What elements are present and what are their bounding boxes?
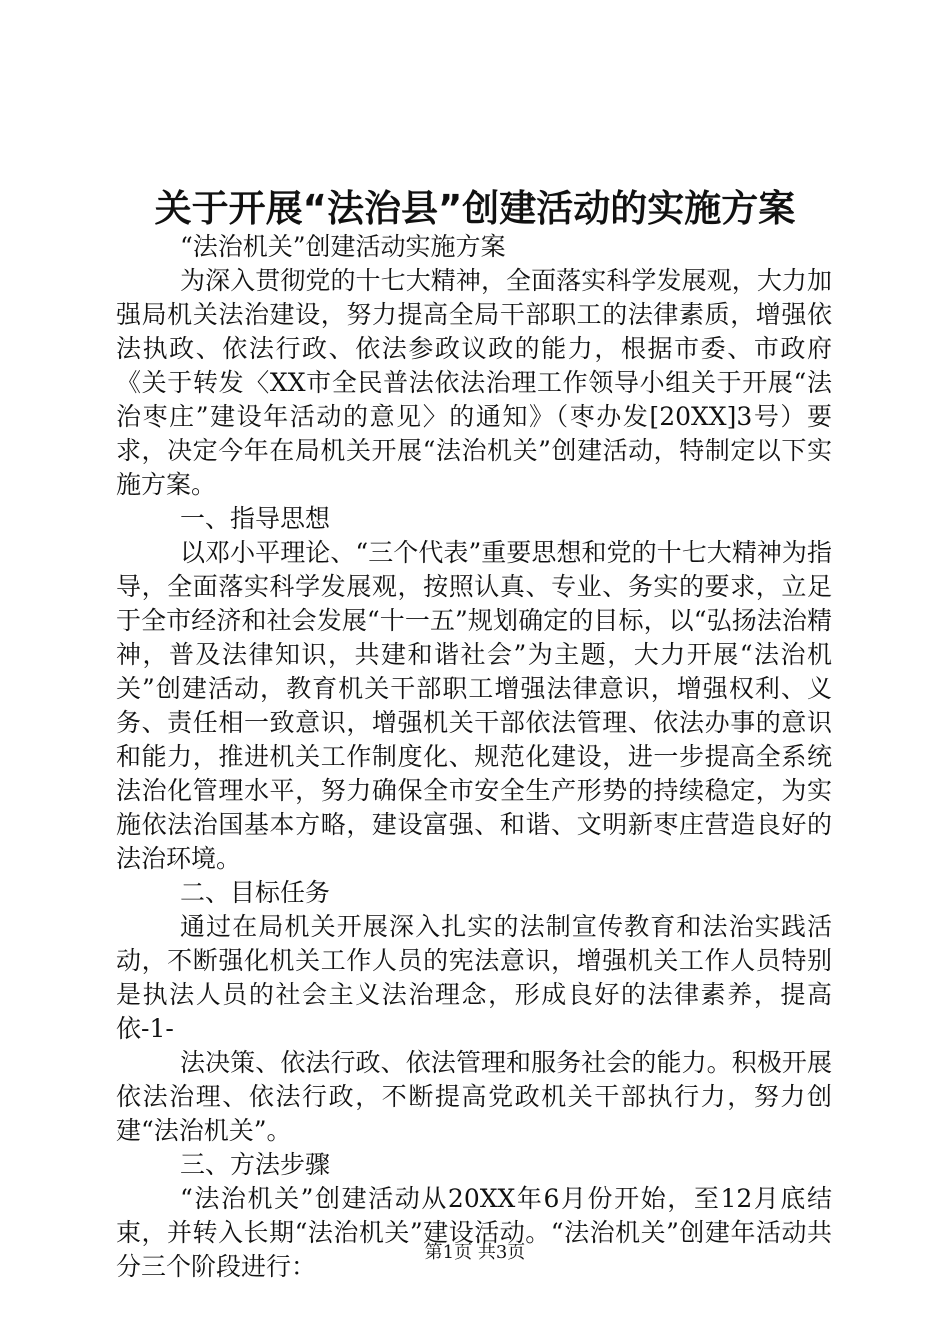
section-heading-guiding-ideology: 一、指导思想 (180, 504, 331, 533)
section-heading-steps: 三、方法步骤 (180, 1150, 331, 1179)
intro-paragraph: 为深入贯彻党的十七大精神，全面落实科学发展观，大力加强局机关法治建设，努力提高全局干部职工的法律素质，增强依法执政、依法行政、依法参政议政的能力，根据市委、市政府《关于转发〈XX市全民普法依法治理工作领导小组关于开展“法治枣庄”建设年活动的意见〉的通知》（枣办发[20XX]3号）要求，决定今年在局机关开展“法治机关”创建活动，特制定以下实施方案。 (116, 266, 832, 499)
steps-paragraph: “法治机关”创建活动从20XX年6月份开始，至12月底结束，并转入长期“法治机关”建设活动。“法治机关”创建年活动共分三个阶段进行： (116, 1184, 832, 1281)
goals-paragraph-continued: 法决策、依法行政、依法管理和服务社会的能力。积极开展依法治理、依法行政，不断提高党政机关干部执行力，努力创建“法治机关”。 (116, 1048, 832, 1145)
goals-paragraph: 通过在局机关开展深入扎实的法制宣传教育和法治实践活动，不断强化机关工作人员的宪法意识，增强机关工作人员特别是执法人员的社会主义法治理念，形成良好的法律素养，提高依-1- (116, 912, 832, 1043)
subtitle-paragraph: “法治机关”创建活动实施方案 (180, 232, 506, 261)
document-body (116, 230, 832, 1284)
document-title: 关于开展“法治县”创建活动的实施方案 (154, 187, 796, 230)
section-heading-goals: 二、目标任务 (180, 878, 331, 907)
page-footer: 第1页 共3页 (424, 1242, 526, 1263)
guiding-ideology-paragraph: 以邓小平理论、“三个代表”重要思想和党的十七大精神为指导，全面落实科学发展观，按照认真、专业、务实的要求，立足于全市经济和社会发展“十一五”规划确定的目标，以“弘扬法治精神，普及法律知识，共建和谐社会”为主题，大力开展“法治机关”创建活动，教育机关干部职工增强法律意识，增强权利、义务、责任相一致意识，增强机关干部依法管理、依法办事的意识和能力，推进机关工作制度化、规范化建设，进一步提高全系统法治化管理水平，努力确保全市安全生产形势的持续稳定，为实施依法治国基本方略，建设富强、和谐、文明新枣庄营造良好的法治环境。 (116, 538, 832, 873)
